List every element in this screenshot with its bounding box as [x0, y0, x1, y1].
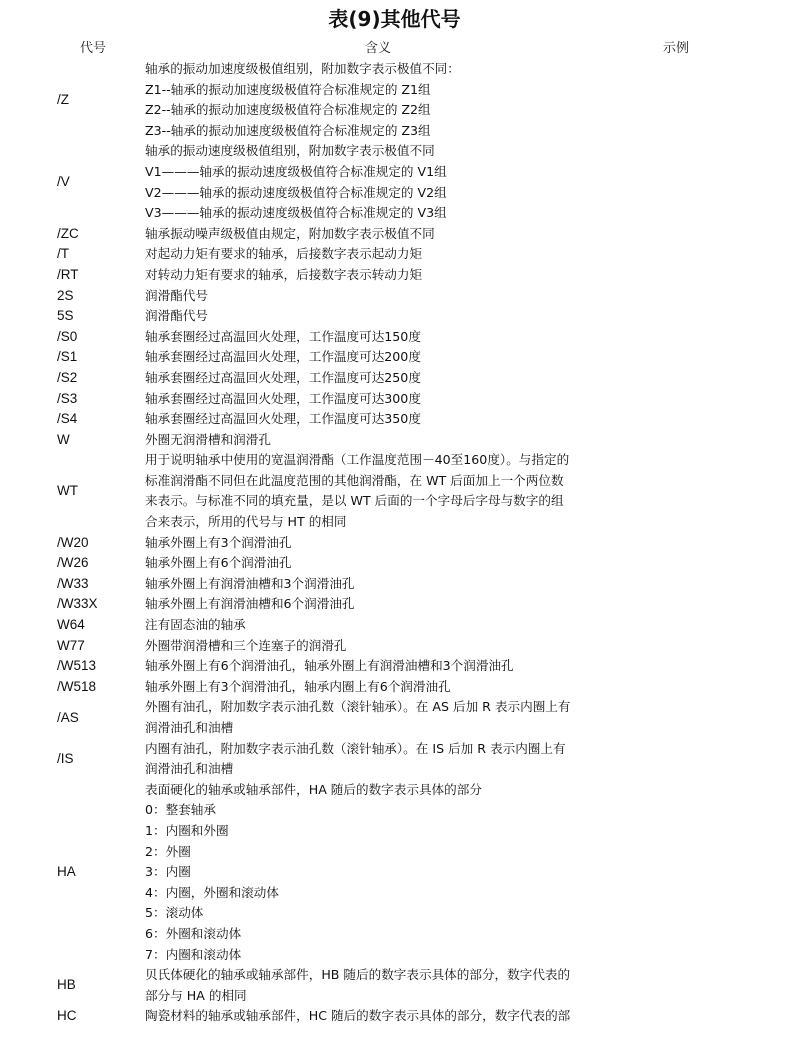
- row-meaning: [145, 594, 615, 615]
- row-meaning: [145, 224, 615, 245]
- meaning-line: 注有固态油的轴承: [145, 617, 246, 633]
- table-row: [0, 636, 789, 657]
- meaning-line: 轴承的振动速度级极值组别，附加数字表示极值不同: [145, 143, 435, 159]
- meaning-line: 用于说明轴承中使用的宽温润滑酯（工作温度范围－40至160度）。与指定的: [145, 452, 570, 468]
- table-row: [0, 244, 789, 265]
- table-row: [0, 327, 789, 348]
- meaning-line: 6：外圈和滚动体: [145, 925, 242, 941]
- table-row: [0, 286, 789, 307]
- column-header-example: 示例: [663, 41, 690, 56]
- row-code: 2S: [57, 287, 74, 303]
- row-meaning: [145, 697, 615, 738]
- meaning-line: 轴承套圈经过高温回火处理，工作温度可达200度: [145, 349, 421, 365]
- meaning-line: 轴承的振动加速度级极值组别，附加数字表示极值不同：: [145, 61, 460, 76]
- row-meaning: [145, 656, 615, 677]
- table-row: [0, 965, 789, 1006]
- row-meaning: [145, 553, 615, 574]
- table-row: [0, 677, 789, 698]
- table-row: [0, 574, 789, 595]
- row-code: HB: [57, 977, 76, 993]
- meaning-line: 润滑酯代号: [145, 287, 208, 303]
- meaning-line: 部分与 HA 的相同: [145, 987, 247, 1003]
- meaning-line: 轴承外圈上有6个润滑油孔: [145, 555, 292, 571]
- row-meaning: [145, 430, 615, 451]
- column-header-code: 代号: [80, 41, 107, 56]
- row-code: HC: [57, 1008, 77, 1024]
- table-row: [0, 1006, 789, 1027]
- table-row: [0, 265, 789, 286]
- row-code: /W33: [57, 575, 89, 591]
- meaning-line: Z1--轴承的振动加速度级极值符合标准规定的 Z1组: [145, 81, 431, 97]
- meaning-line: 标准润滑酯不同但在此温度范围的其他润滑酯，在 WT 后面加上一个两位数: [145, 472, 564, 488]
- meaning-line: 外圈有油孔，附加数字表示油孔数（滚针轴承）。在 AS 后加 R 表示内圈上有: [145, 699, 571, 715]
- row-code: /S3: [57, 390, 78, 406]
- meaning-line: 7：内圈和滚动体: [145, 946, 242, 962]
- row-meaning: [145, 409, 615, 430]
- row-code: /S1: [57, 349, 78, 365]
- meaning-line: Z2--轴承的振动加速度级极值符合标准规定的 Z2组: [145, 102, 431, 118]
- row-code: /S4: [57, 411, 78, 427]
- row-meaning: [145, 306, 615, 327]
- row-code: W64: [57, 617, 85, 633]
- meaning-line: 表面硬化的轴承或轴承部件，HA 随后的数字表示具体的部分: [145, 781, 482, 797]
- table-row: [0, 739, 789, 780]
- row-meaning: [145, 265, 615, 286]
- meaning-line: 润滑酯代号: [145, 308, 208, 324]
- meaning-line: 轴承套圈经过高温回火处理，工作温度可达300度: [145, 390, 421, 406]
- row-code: /ZC: [57, 225, 79, 241]
- row-meaning: [145, 636, 615, 657]
- row-meaning: [145, 739, 615, 780]
- meaning-line: V3———轴承的振动速度级极值符合标准规定的 V3组: [145, 205, 447, 221]
- meaning-line: V1———轴承的振动速度级极值符合标准规定的 V1组: [145, 163, 447, 179]
- row-meaning: [145, 389, 615, 410]
- meaning-line: 轴承外圈上有润滑油槽和3个润滑油孔: [145, 575, 355, 591]
- row-meaning: [145, 347, 615, 368]
- row-code: /AS: [57, 709, 79, 725]
- table-row: [0, 430, 789, 451]
- row-meaning: [145, 59, 615, 141]
- row-meaning: [145, 965, 615, 1006]
- meaning-line: 轴承套圈经过高温回火处理，工作温度可达250度: [145, 369, 421, 385]
- meaning-line: V2———轴承的振动速度级极值符合标准规定的 V2组: [145, 184, 447, 200]
- row-code: 5S: [57, 308, 74, 324]
- row-meaning: [145, 450, 615, 532]
- meaning-line: 轴承外圈上有润滑油槽和6个润滑油孔: [145, 596, 355, 612]
- code-table: [0, 59, 789, 1027]
- meaning-line: 对起动力矩有要求的轴承，后接数字表示起动力矩: [145, 246, 423, 262]
- table-row: [0, 306, 789, 327]
- meaning-line: 合来表示，所用的代号与 HT 的相同: [145, 514, 347, 530]
- table-row: [0, 780, 789, 965]
- row-code: HA: [57, 864, 76, 880]
- row-code: WT: [57, 483, 78, 499]
- table-row: [0, 553, 789, 574]
- table-row: [0, 389, 789, 410]
- meaning-line: 4：内圈，外圈和滚动体: [145, 884, 279, 900]
- meaning-line: 外圈无润滑槽和润滑孔: [145, 431, 271, 447]
- meaning-line: 2：外圈: [145, 843, 191, 859]
- row-code: /Z: [57, 91, 69, 107]
- row-code: /IS: [57, 750, 74, 766]
- table-row: [0, 347, 789, 368]
- table-row: [0, 594, 789, 615]
- row-code: /W33X: [57, 596, 98, 612]
- meaning-line: 3：内圈: [145, 864, 191, 880]
- meaning-line: 轴承振动噪声级极值由规定，附加数字表示极值不同: [145, 225, 435, 241]
- meaning-line: 轴承外圈上有3个润滑油孔，轴承内圈上有6个润滑油孔: [145, 678, 451, 694]
- row-code: /W26: [57, 555, 89, 571]
- meaning-line: 对转动力矩有要求的轴承，后接数字表示转动力矩: [145, 266, 423, 282]
- meaning-line: 轴承外圈上有3个润滑油孔: [145, 534, 292, 550]
- row-meaning: [145, 677, 615, 698]
- row-meaning: [145, 780, 615, 965]
- row-code: /T: [57, 246, 69, 262]
- row-code: /V: [57, 174, 70, 190]
- table-row: [0, 697, 789, 738]
- row-code: W: [57, 431, 70, 447]
- meaning-line: 轴承套圈经过高温回火处理，工作温度可达350度: [145, 411, 421, 427]
- meaning-line: 贝氏体硬化的轴承或轴承部件，HB 随后的数字表示具体的部分，数字代表的: [145, 967, 571, 983]
- meaning-line: 润滑油孔和油槽: [145, 720, 234, 735]
- meaning-line: 内圈有油孔，附加数字表示油孔数（滚针轴承）。在 IS 后加 R 表示内圈上有: [145, 740, 566, 756]
- row-code: /S2: [57, 369, 78, 385]
- meaning-line: 来表示。与标准不同的填充量，是以 WT 后面的一个字母后字母与数字的组: [145, 493, 564, 509]
- meaning-line: 润滑油孔和油槽: [145, 761, 234, 777]
- row-code: /W20: [57, 534, 89, 550]
- row-code: /RT: [57, 266, 79, 282]
- meaning-line: 5：滚动体: [145, 905, 204, 921]
- meaning-line: 轴承套圈经过高温回火处理，工作温度可达150度: [145, 328, 421, 344]
- table-row: [0, 533, 789, 554]
- row-code: /S0: [57, 328, 78, 344]
- row-meaning: [145, 615, 615, 636]
- table-row: [0, 409, 789, 430]
- table-row: [0, 368, 789, 389]
- table-row: [0, 450, 789, 532]
- meaning-line: Z3--轴承的振动加速度级极值符合标准规定的 Z3组: [145, 122, 431, 138]
- meaning-line: 轴承外圈上有6个润滑油孔，轴承外圈上有润滑油槽和3个润滑油孔: [145, 658, 514, 674]
- row-meaning: [145, 244, 615, 265]
- table-row: [0, 141, 789, 223]
- row-meaning: [145, 574, 615, 595]
- table-row: [0, 59, 789, 141]
- row-meaning: [145, 368, 615, 389]
- row-meaning: [145, 327, 615, 348]
- row-meaning: [145, 1006, 615, 1027]
- table-row: [0, 615, 789, 636]
- column-header-meaning: 含义: [365, 41, 392, 56]
- meaning-line: 陶瓷材料的轴承或轴承部件，HC 随后的数字表示具体的部分，数字代表的部: [145, 1008, 571, 1024]
- page-title: 表(9)其他代号: [328, 7, 461, 31]
- row-code: /W513: [57, 658, 97, 674]
- row-meaning: [145, 533, 615, 554]
- row-code: W77: [57, 637, 85, 653]
- meaning-line: 0：整套轴承: [145, 802, 216, 818]
- meaning-line: 外圈带润滑槽和三个连塞子的润滑孔: [145, 637, 347, 653]
- meaning-line: 1：内圈和外圈: [145, 822, 229, 838]
- table-row: [0, 656, 789, 677]
- table-row: [0, 224, 789, 245]
- row-code: /W518: [57, 678, 97, 694]
- row-meaning: [145, 286, 615, 307]
- row-meaning: [145, 141, 615, 223]
